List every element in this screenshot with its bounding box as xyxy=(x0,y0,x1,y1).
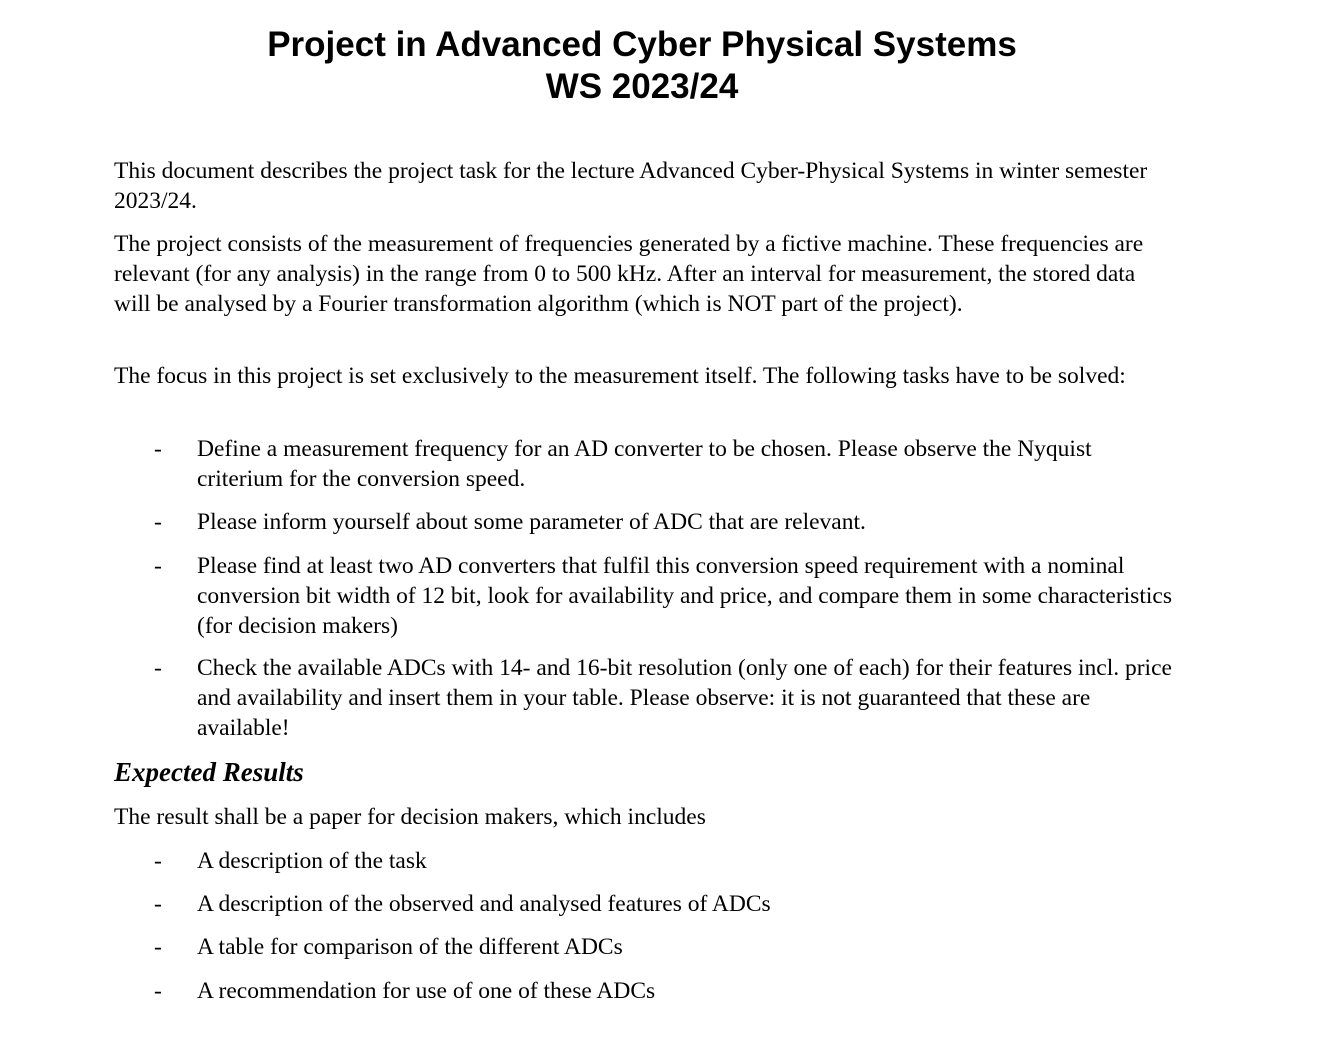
result-text: A table for comparison of the different ADCs xyxy=(197,934,623,960)
bullet-dash: - xyxy=(154,848,162,874)
task-text: Check the available ADCs with 14- and 16-bit resolution (only one of each) for their features incl. price and availability and insert them in your table. Please observe: it is not guaranteed that these are available! xyxy=(197,655,1172,741)
result-text: A recommendation for use of one of these ADCs xyxy=(197,978,656,1004)
intro-paragraph-3: The focus in this project is set exclusively to the measurement itself. The following tasks have to be solved: xyxy=(114,363,1126,389)
bullet-dash: - xyxy=(154,934,162,960)
expected-results-heading: Expected Results xyxy=(114,757,304,787)
result-list-item xyxy=(114,846,1174,876)
task-list-item xyxy=(114,507,1174,537)
result-list-item xyxy=(114,976,1174,1006)
bullet-dash: - xyxy=(154,891,162,917)
bullet-dash: - xyxy=(154,436,162,462)
result-text: A description of the observed and analysed features of ADCs xyxy=(197,891,771,917)
result-text: A description of the task xyxy=(197,848,427,874)
bullet-dash: - xyxy=(154,553,162,579)
title-line-2: WS 2023/24 xyxy=(545,67,739,106)
result-list-item xyxy=(114,889,1174,919)
task-list-item xyxy=(114,653,1174,743)
task-text: Please find at least two AD converters that fulfil this conversion speed requirement with a nominal conversion bit width of 12 bit, look for availability and price, and compare them in some characteristics (for decision makers) xyxy=(197,553,1172,639)
bullet-dash: - xyxy=(154,978,162,1004)
results-intro: The result shall be a paper for decision makers, which includes xyxy=(114,804,706,830)
task-list-item xyxy=(114,434,1174,494)
title-line-1: Project in Advanced Cyber Physical Systems xyxy=(267,25,1017,64)
intro-paragraph-2: The project consists of the measurement of frequencies generated by a fictive machine. These frequencies are relevant (for any analysis) in the range from 0 to 500 kHz. After an interval for measurement, the stored data will be analysed by a Fourier transformation algorithm (which is NOT part of the project). xyxy=(114,231,1144,317)
intro-paragraph-1: This document describes the project task for the lecture Advanced Cyber-Physical Systems in winter semester 2023/24. xyxy=(114,158,1148,214)
bullet-dash: - xyxy=(154,655,162,681)
task-list-item xyxy=(114,551,1174,641)
result-list-item xyxy=(114,932,1174,962)
bullet-dash: - xyxy=(154,509,162,535)
task-text: Define a measurement frequency for an AD converter to be chosen. Please observe the Nyquist criterium for the conversion speed. xyxy=(197,436,1092,492)
task-text: Please inform yourself about some parameter of ADC that are relevant. xyxy=(197,509,866,535)
